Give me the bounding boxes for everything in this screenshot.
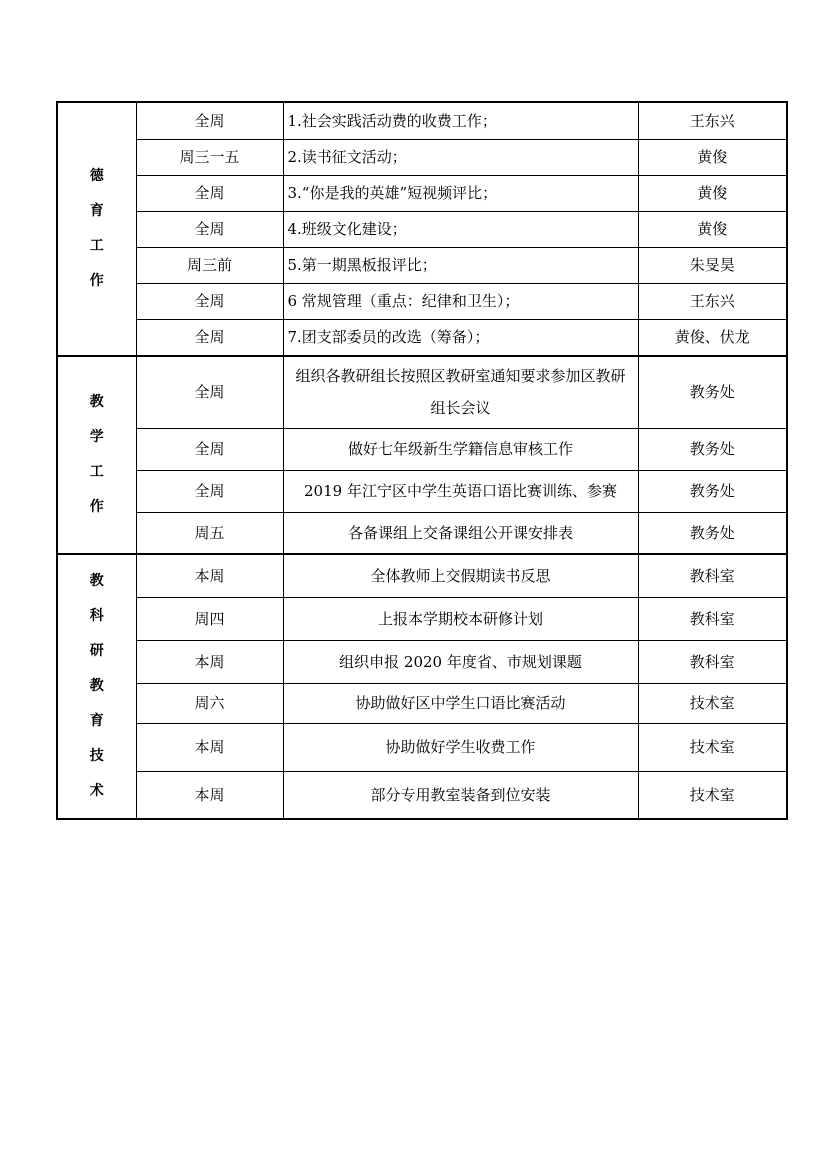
table-row xyxy=(57,356,787,428)
owner-cell: 黄俊 xyxy=(638,139,787,175)
section-label: 教学工作 xyxy=(89,394,104,515)
time-cell: 本周 xyxy=(136,554,283,597)
table-row xyxy=(57,247,787,283)
time-cell: 全周 xyxy=(136,428,283,470)
table-row xyxy=(57,512,787,554)
owner-cell: 朱旻昊 xyxy=(638,247,787,283)
table-row xyxy=(57,470,787,512)
task-cell: 6 常规管理（重点：纪律和卫生）； xyxy=(283,283,638,319)
task-cell: 做好七年级新生学籍信息审核工作 xyxy=(283,428,638,470)
section-cell-teaching xyxy=(57,356,136,554)
task-cell: 3.“你是我的英雄”短视频评比； xyxy=(283,175,638,211)
section-label: 教科研教育技术 xyxy=(89,573,104,799)
time-cell: 全周 xyxy=(136,102,283,139)
time-cell: 周六 xyxy=(136,683,283,723)
table-row xyxy=(57,723,787,771)
time-cell: 本周 xyxy=(136,640,283,683)
table-row xyxy=(57,554,787,597)
task-cell: 组织各教研组长按照区教研室通知要求参加区教研组长会议 xyxy=(283,356,638,428)
task-cell: 各备课组上交备课组公开课安排表 xyxy=(283,512,638,554)
task-cell: 全体教师上交假期读书反思 xyxy=(283,554,638,597)
owner-cell: 技术室 xyxy=(638,683,787,723)
time-cell: 周四 xyxy=(136,597,283,640)
table-row xyxy=(57,640,787,683)
owner-cell: 教务处 xyxy=(638,512,787,554)
task-cell: 部分专用教室装备到位安装 xyxy=(283,771,638,819)
table-row xyxy=(57,175,787,211)
owner-cell: 黄俊、伏龙 xyxy=(638,319,787,356)
task-cell: 5.第一期黑板报评比； xyxy=(283,247,638,283)
task-cell: 2019 年江宁区中学生英语口语比赛训练、参赛 xyxy=(283,470,638,512)
owner-cell: 王东兴 xyxy=(638,283,787,319)
task-cell: 1.社会实践活动费的收费工作； xyxy=(283,102,638,139)
time-cell: 周三前 xyxy=(136,247,283,283)
owner-cell: 技术室 xyxy=(638,771,787,819)
time-cell: 全周 xyxy=(136,283,283,319)
time-cell: 本周 xyxy=(136,771,283,819)
task-cell: 2.读书征文活动； xyxy=(283,139,638,175)
task-cell: 4.班级文化建设； xyxy=(283,211,638,247)
owner-cell: 教科室 xyxy=(638,597,787,640)
table-row xyxy=(57,139,787,175)
table-row xyxy=(57,102,787,139)
owner-cell: 教科室 xyxy=(638,640,787,683)
time-cell: 周五 xyxy=(136,512,283,554)
section-label: 德育工作 xyxy=(89,168,104,289)
owner-cell: 教科室 xyxy=(638,554,787,597)
time-cell: 本周 xyxy=(136,723,283,771)
time-cell: 周三一五 xyxy=(136,139,283,175)
owner-cell: 技术室 xyxy=(638,723,787,771)
table-row xyxy=(57,211,787,247)
table-row xyxy=(57,428,787,470)
owner-cell: 黄俊 xyxy=(638,175,787,211)
task-cell: 协助做好区中学生口语比赛活动 xyxy=(283,683,638,723)
table-row xyxy=(57,597,787,640)
task-cell: 7.团支部委员的改选（筹备）； xyxy=(283,319,638,356)
owner-cell: 黄俊 xyxy=(638,211,787,247)
time-cell: 全周 xyxy=(136,175,283,211)
table-row xyxy=(57,283,787,319)
owner-cell: 教务处 xyxy=(638,428,787,470)
table-row xyxy=(57,319,787,356)
table-row xyxy=(57,771,787,819)
owner-cell: 教务处 xyxy=(638,356,787,428)
owner-cell: 王东兴 xyxy=(638,102,787,139)
task-cell: 上报本学期校本研修计划 xyxy=(283,597,638,640)
task-cell: 组织申报 2020 年度省、市规划课题 xyxy=(283,640,638,683)
section-cell-moral-education xyxy=(57,102,136,356)
weekly-work-schedule-table xyxy=(56,101,788,820)
section-cell-research-and-technology xyxy=(57,554,136,819)
table-row xyxy=(57,683,787,723)
time-cell: 全周 xyxy=(136,470,283,512)
time-cell: 全周 xyxy=(136,356,283,428)
time-cell: 全周 xyxy=(136,211,283,247)
owner-cell: 教务处 xyxy=(638,470,787,512)
task-cell: 协助做好学生收费工作 xyxy=(283,723,638,771)
time-cell: 全周 xyxy=(136,319,283,356)
